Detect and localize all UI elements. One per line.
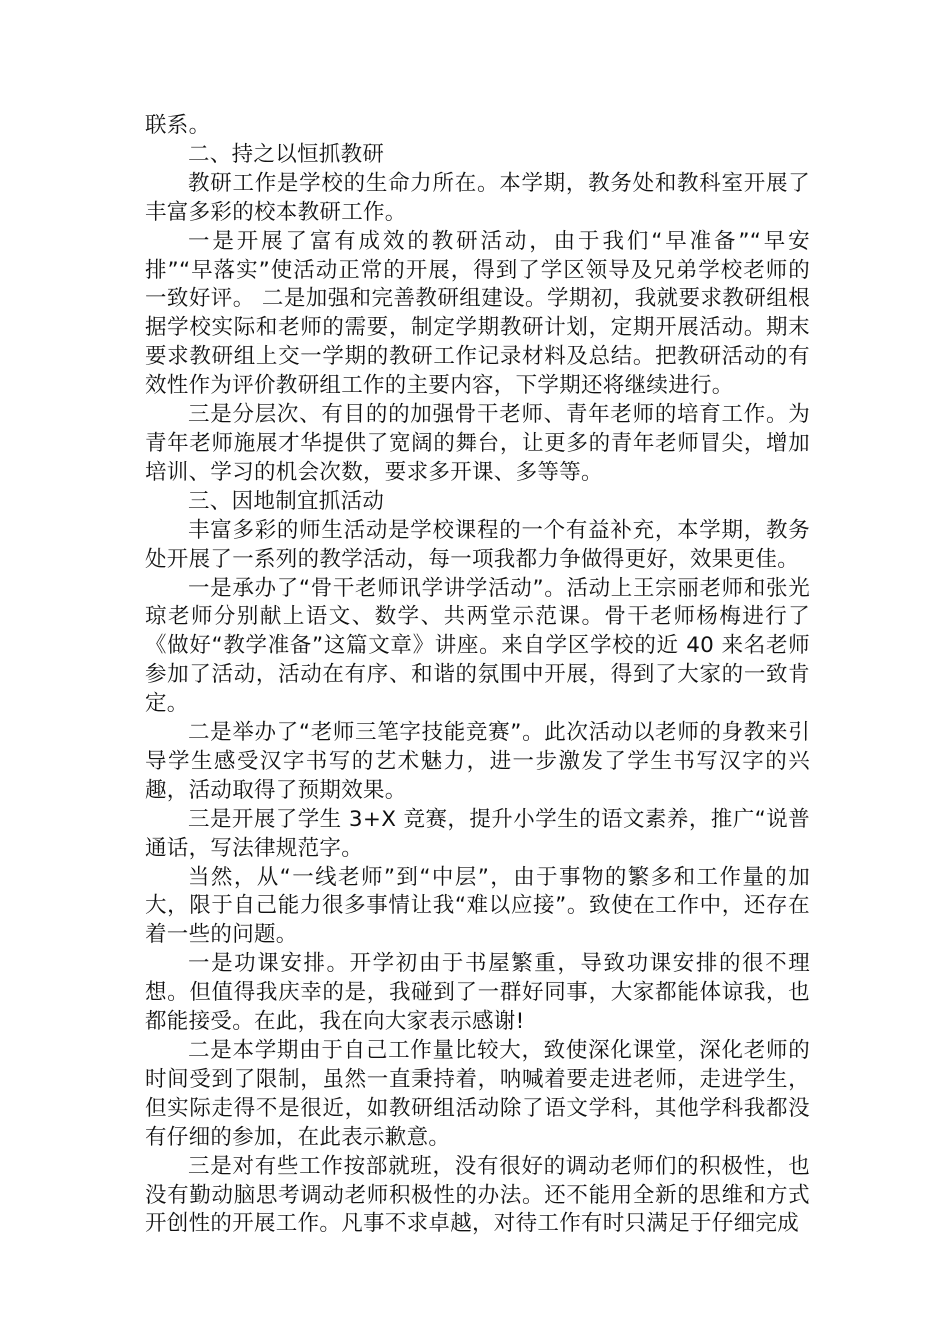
- paragraph-11: 当然，从“一线老师”到“中层”，由于事物的繁多和工作量的加大，限于自己能力很多事情让我“难以应接”。致使在工作中，还存在着一些的问题。: [145, 864, 810, 948]
- paragraph-4: 一是开展了富有成效的教研活动，由于我们“早准备”“早安排”“早落实”使活动正常的开展，得到了学区领导及兄弟学校老师的一致好评。 二是加强和完善教研组建设。学期初，我就要求教研组根据学校实际和老师的需要，制定学期教研计划，定期开展活动。期末要求教研组上交一学期的教研工作记录材料及总结。把教研活动的有效性作为评价教研组工作的主要内容，下学期还将继续进行。: [145, 228, 810, 399]
- paragraph-3: 教研工作是学校的生命力所在。本学期，教务处和教科室开展了丰富多彩的校本教研工作。: [145, 170, 810, 225]
- paragraph-13: 二是本学期由于自己工作量比较大，致使深化课堂，深化老师的时间受到了限制，虽然一直秉持着，呐喊着要走进老师，走进学生，但实际走得不是很近，如教研组活动除了语文学科，其他学科我都没有仔细的参加，在此表示歉意。: [145, 1038, 810, 1150]
- paragraph-14: 三是对有些工作按部就班，没有很好的调动老师们的积极性，也没有勤动脑思考调动老师积极性的办法。还不能用全新的思维和方式开创性的开展工作。凡事不求卓越，对待工作有时只满足于仔细完成: [145, 1153, 810, 1237]
- paragraph-5: 三是分层次、有目的的加强骨干老师、青年老师的培育工作。为青年老师施展才华提供了宽阔的舞台，让更多的青年老师冒尖，增加培训、学习的机会次数，要求多开课、多等等。: [145, 402, 810, 485]
- section-heading-2: 二、持之以恒抓教研: [188, 141, 385, 167]
- paragraph-1: 联系。: [145, 113, 211, 138]
- paragraph-9: 二是举办了“老师三笔字技能竞赛”。此次活动以老师的身教来引导学生感受汉字书写的艺术魅力，进一步激发了学生书写汉字的兴趣，活动取得了预期效果。: [145, 720, 810, 803]
- paragraph-7: 丰富多彩的师生活动是学校课程的一个有益补充，本学期，教务处开展了一系列的教学活动，每一项我都力争做得更好，效果更佳。: [145, 517, 810, 572]
- paragraph-12: 一是功课安排。开学初由于书屋繁重，导致功课安排的很不理想。但值得我庆幸的是，我碰到了一群好同事，大家都能体谅我，也都能接受。在此，我在向大家表示感谢!: [145, 951, 810, 1035]
- section-heading-3: 三、因地制宜抓活动: [188, 488, 385, 514]
- paragraph-8: 一是承办了“骨干老师讯学讲学活动”。活动上王宗丽老师和张光琼老师分别献上语文、数学、共两堂示范课。骨干老师杨梅进行了《做好“教学准备”这篇文章》讲座。来自学区学校的近 40 来名老师参加了活动，活动在有序、和谐的氛围中开展，得到了大家的一致肯定。: [145, 575, 810, 717]
- document-body: [145, 112, 810, 1239]
- paragraph-10: 三是开展了学生 3+X 竞赛，提升小学生的语文素养，推广“说普通话，写法律规范字。: [145, 806, 810, 861]
